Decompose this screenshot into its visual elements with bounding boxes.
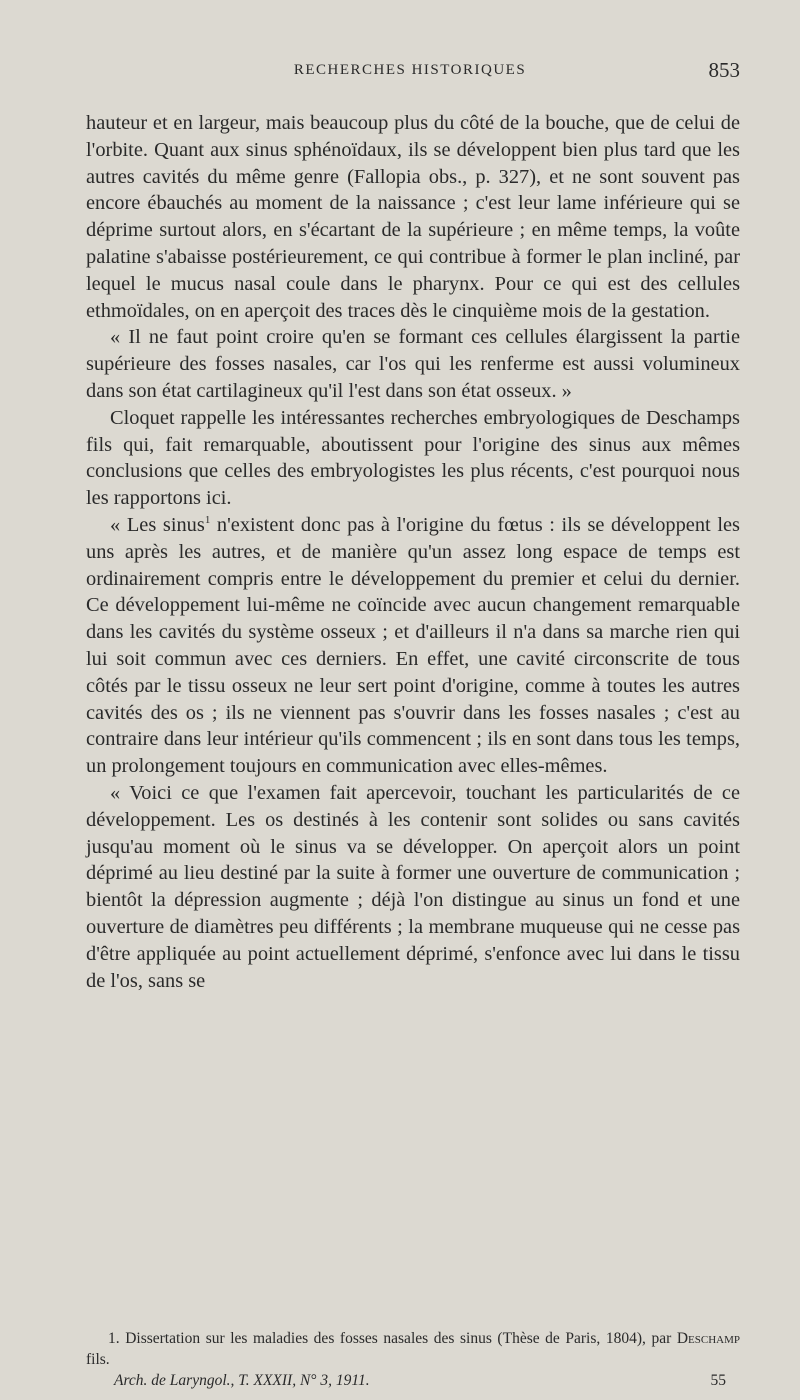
body-text bbox=[86, 110, 740, 994]
paragraph-continuation: n'existent donc pas à l'origine du fœtus : ils se développent les uns après les autres, et de manière qu'un assez long espace de temps est ordinairement compris entre le développement du premier et celui du dernier. Ce développement lui-même ne coïncide avec aucun changement remarquable dans les cavités du système osseux ; et d'ailleurs il n'a dans sa marche rien qui lui soit commun avec ces derniers. En effet, une cavité circonscrite de tous côtés par le tissu osseux ne leur sert point d'origine, comme à toutes les autres cavités des os ; ils ne viennent pas s'ouvrir dans les fosses nasales ; c'est au contraire dans leur intérieur qu'ils commencent ; ils en sont dans tous les temps, un prolongement toujours en communication avec elles-mêmes. bbox=[86, 513, 740, 778]
footnote-suffix: fils. bbox=[86, 1351, 110, 1368]
signature-number: 55 bbox=[710, 1372, 726, 1389]
running-title: RECHERCHES HISTORIQUES bbox=[293, 62, 527, 78]
paragraph: « Voici ce que l'examen fait apercevoir, touchant les particularités de ce développement. Les os destinés à les contenir sont solides ou sans cavités jusqu'au moment où le sinus va se développer. On aperçoit alors un point déprimé au lieu destiné par la suite à former une ouverture de communication ; bientôt la dépression augmente ; déjà l'on distingue au sinus un fond et une ouverture de diamètres peu différents ; la membrane muqueuse qui ne cesse pas d'être appliquée au point actuellement déprimé, s'enfonce avec lui dans le tissu de l'os, sans se bbox=[86, 781, 740, 992]
paragraph bbox=[86, 512, 740, 780]
footnote-1 bbox=[86, 1328, 740, 1370]
page-number: 853 bbox=[708, 58, 740, 82]
footnote-text: 1. Dissertation sur les maladies des fosses nasales des sinus (Thèse de Paris, 1804), par bbox=[108, 1330, 672, 1347]
footnote-reference: 1 bbox=[204, 514, 211, 527]
paragraph: hauteur et en largeur, mais beaucoup plus du côté de la bouche, que de celui de l'orbite. Quant aux sinus sphénoïdaux, ils se développent bien plus tard que les autres cavités du même genre (Fallopia obs., p. 327), et ne sont souvent pas encore ébauchés au moment de la naissance ; c'est leur lame inférieure qui se déprime surtout alors, en s'écartant de la supérieure ; en même temps, la voûte palatine s'abaisse postérieurement, ce qui contribue à former le plan incliné, par lequel le mucus nasal coule dans le pharynx. Pour ce qui est des cellules ethmoïdales, on en aperçoit des traces dès le cinquième mois de la gestation. bbox=[86, 112, 740, 322]
paragraph: « Il ne faut point croire qu'en se formant ces cellules élargissent la partie supérieure des fosses nasales, car l'os qui les renferme est aussi volumineux dans son état cartilagineux qu'il l'est dans son état osseux. » bbox=[86, 326, 740, 402]
signature-line bbox=[86, 1370, 740, 1391]
paragraph-start: « Les sinus bbox=[110, 513, 205, 536]
footnotes bbox=[86, 1328, 740, 1391]
page-header bbox=[80, 58, 740, 92]
paragraph: Cloquet rappelle les intéressantes recherches embryologiques de Deschamps fils qui, fait remarquable, aboutissent pour l'origine des sinus aux mêmes conclusions que celles des embryologistes les plus récents, c'est pourquoi nous les rapportons ici. bbox=[86, 406, 740, 510]
journal-reference: Arch. de Laryngol., T. XXXII, N° 3, 1911. bbox=[114, 1372, 370, 1389]
footnote-author: Deschamp bbox=[676, 1330, 741, 1347]
